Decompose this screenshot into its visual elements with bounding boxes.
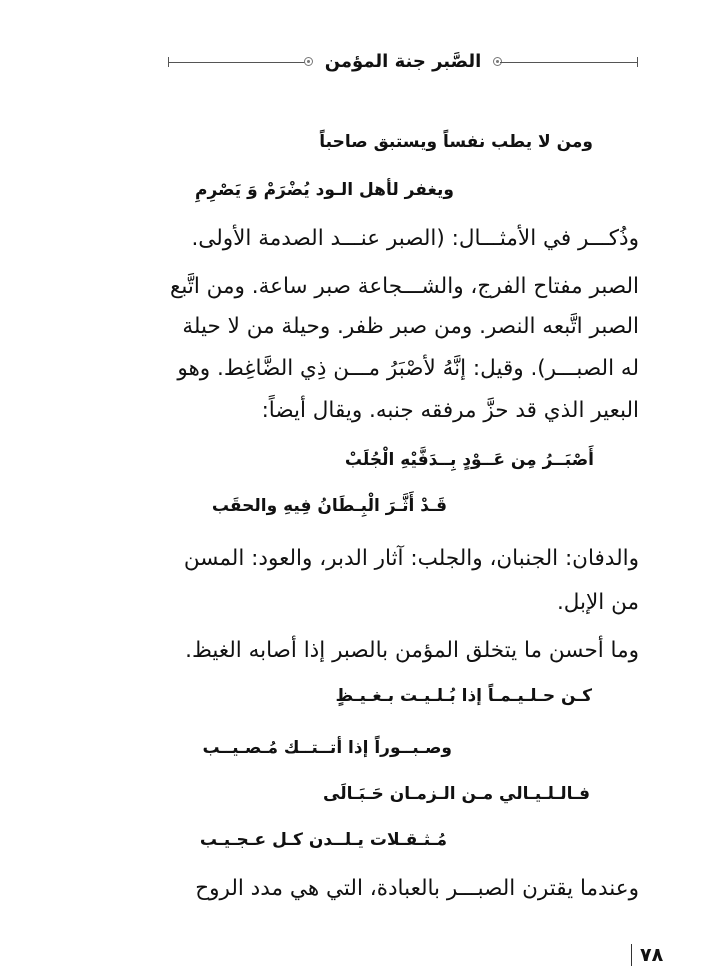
header-rule-cap-left <box>168 57 169 67</box>
ornament-icon <box>304 57 313 66</box>
verse-line: كـن حـلـيـمـاً إذا بُـلـيـت بـغـيـظٍ <box>335 686 592 706</box>
verse-line: وصـبــوراً إذا أتــتــك مُـصـيــب <box>202 738 452 758</box>
running-header <box>168 48 638 76</box>
header-rule-right <box>500 62 638 63</box>
paragraph-line: له الصبـــر). وقيل: إنَّهُ لأصْبَرُ مـــن ذِي الضَّاغِط. وهو <box>177 356 639 381</box>
page-title: الصَّبر جنة المؤمن <box>324 51 482 72</box>
page-number: ٧٨ <box>640 944 664 966</box>
paragraph-line: والدفان: الجنبان، والجلب: آثار الدبر، والعود: المسن <box>183 546 639 571</box>
verse-line: مُـثـقـلات يـلــدن كـل عـجـيـب <box>199 830 447 850</box>
paragraph-line: وعندما يقترن الصبـــر بالعبادة، التي هي مدد الروح <box>195 876 639 901</box>
verse-line: ويغفر لأهل الـود يُضْرَمْ وَ يَصْرِمِ <box>195 180 454 200</box>
verse-line: أَصْبَــرُ مِن عَــوْدٍ بِــدَفَّيْهِ الْجُلَبْ <box>344 450 594 470</box>
paragraph-line: من الإبل. <box>556 590 639 615</box>
header-rule-left <box>168 62 306 63</box>
footer-divider <box>631 944 632 966</box>
paragraph-line: وذُكـــر في الأمثـــال: (الصبر عنـــد الصدمة الأولى. <box>191 226 639 251</box>
paragraph-line: وما أحسن ما يتخلق المؤمن بالصبر إذا أصابه الغيظ. <box>185 638 639 663</box>
paragraph-line: الصبر اتَّبعه النصر. ومن صبر ظفر. وحيلة من لا حيلة <box>182 314 639 339</box>
paragraph-line: البعير الذي قد حزَّ مرفقه جنبه. ويقال أيضاً: <box>261 398 639 423</box>
header-rule-cap-right <box>637 57 638 67</box>
verse-line: فـالـلـيـالي مـن الـزمـان حَـبَـالَى <box>323 784 590 804</box>
paragraph-line: الصبر مفتاح الفرج، والشـــجاعة صبر ساعة. ومن اتَّبع <box>169 274 639 299</box>
verse-line: قَـدْ أَثَّـرَ الْبِـطَانُ فِيهِ والحقَب <box>211 496 447 516</box>
verse-line: ومن لا يطب نفساً ويستبق صاحباً <box>319 132 593 152</box>
